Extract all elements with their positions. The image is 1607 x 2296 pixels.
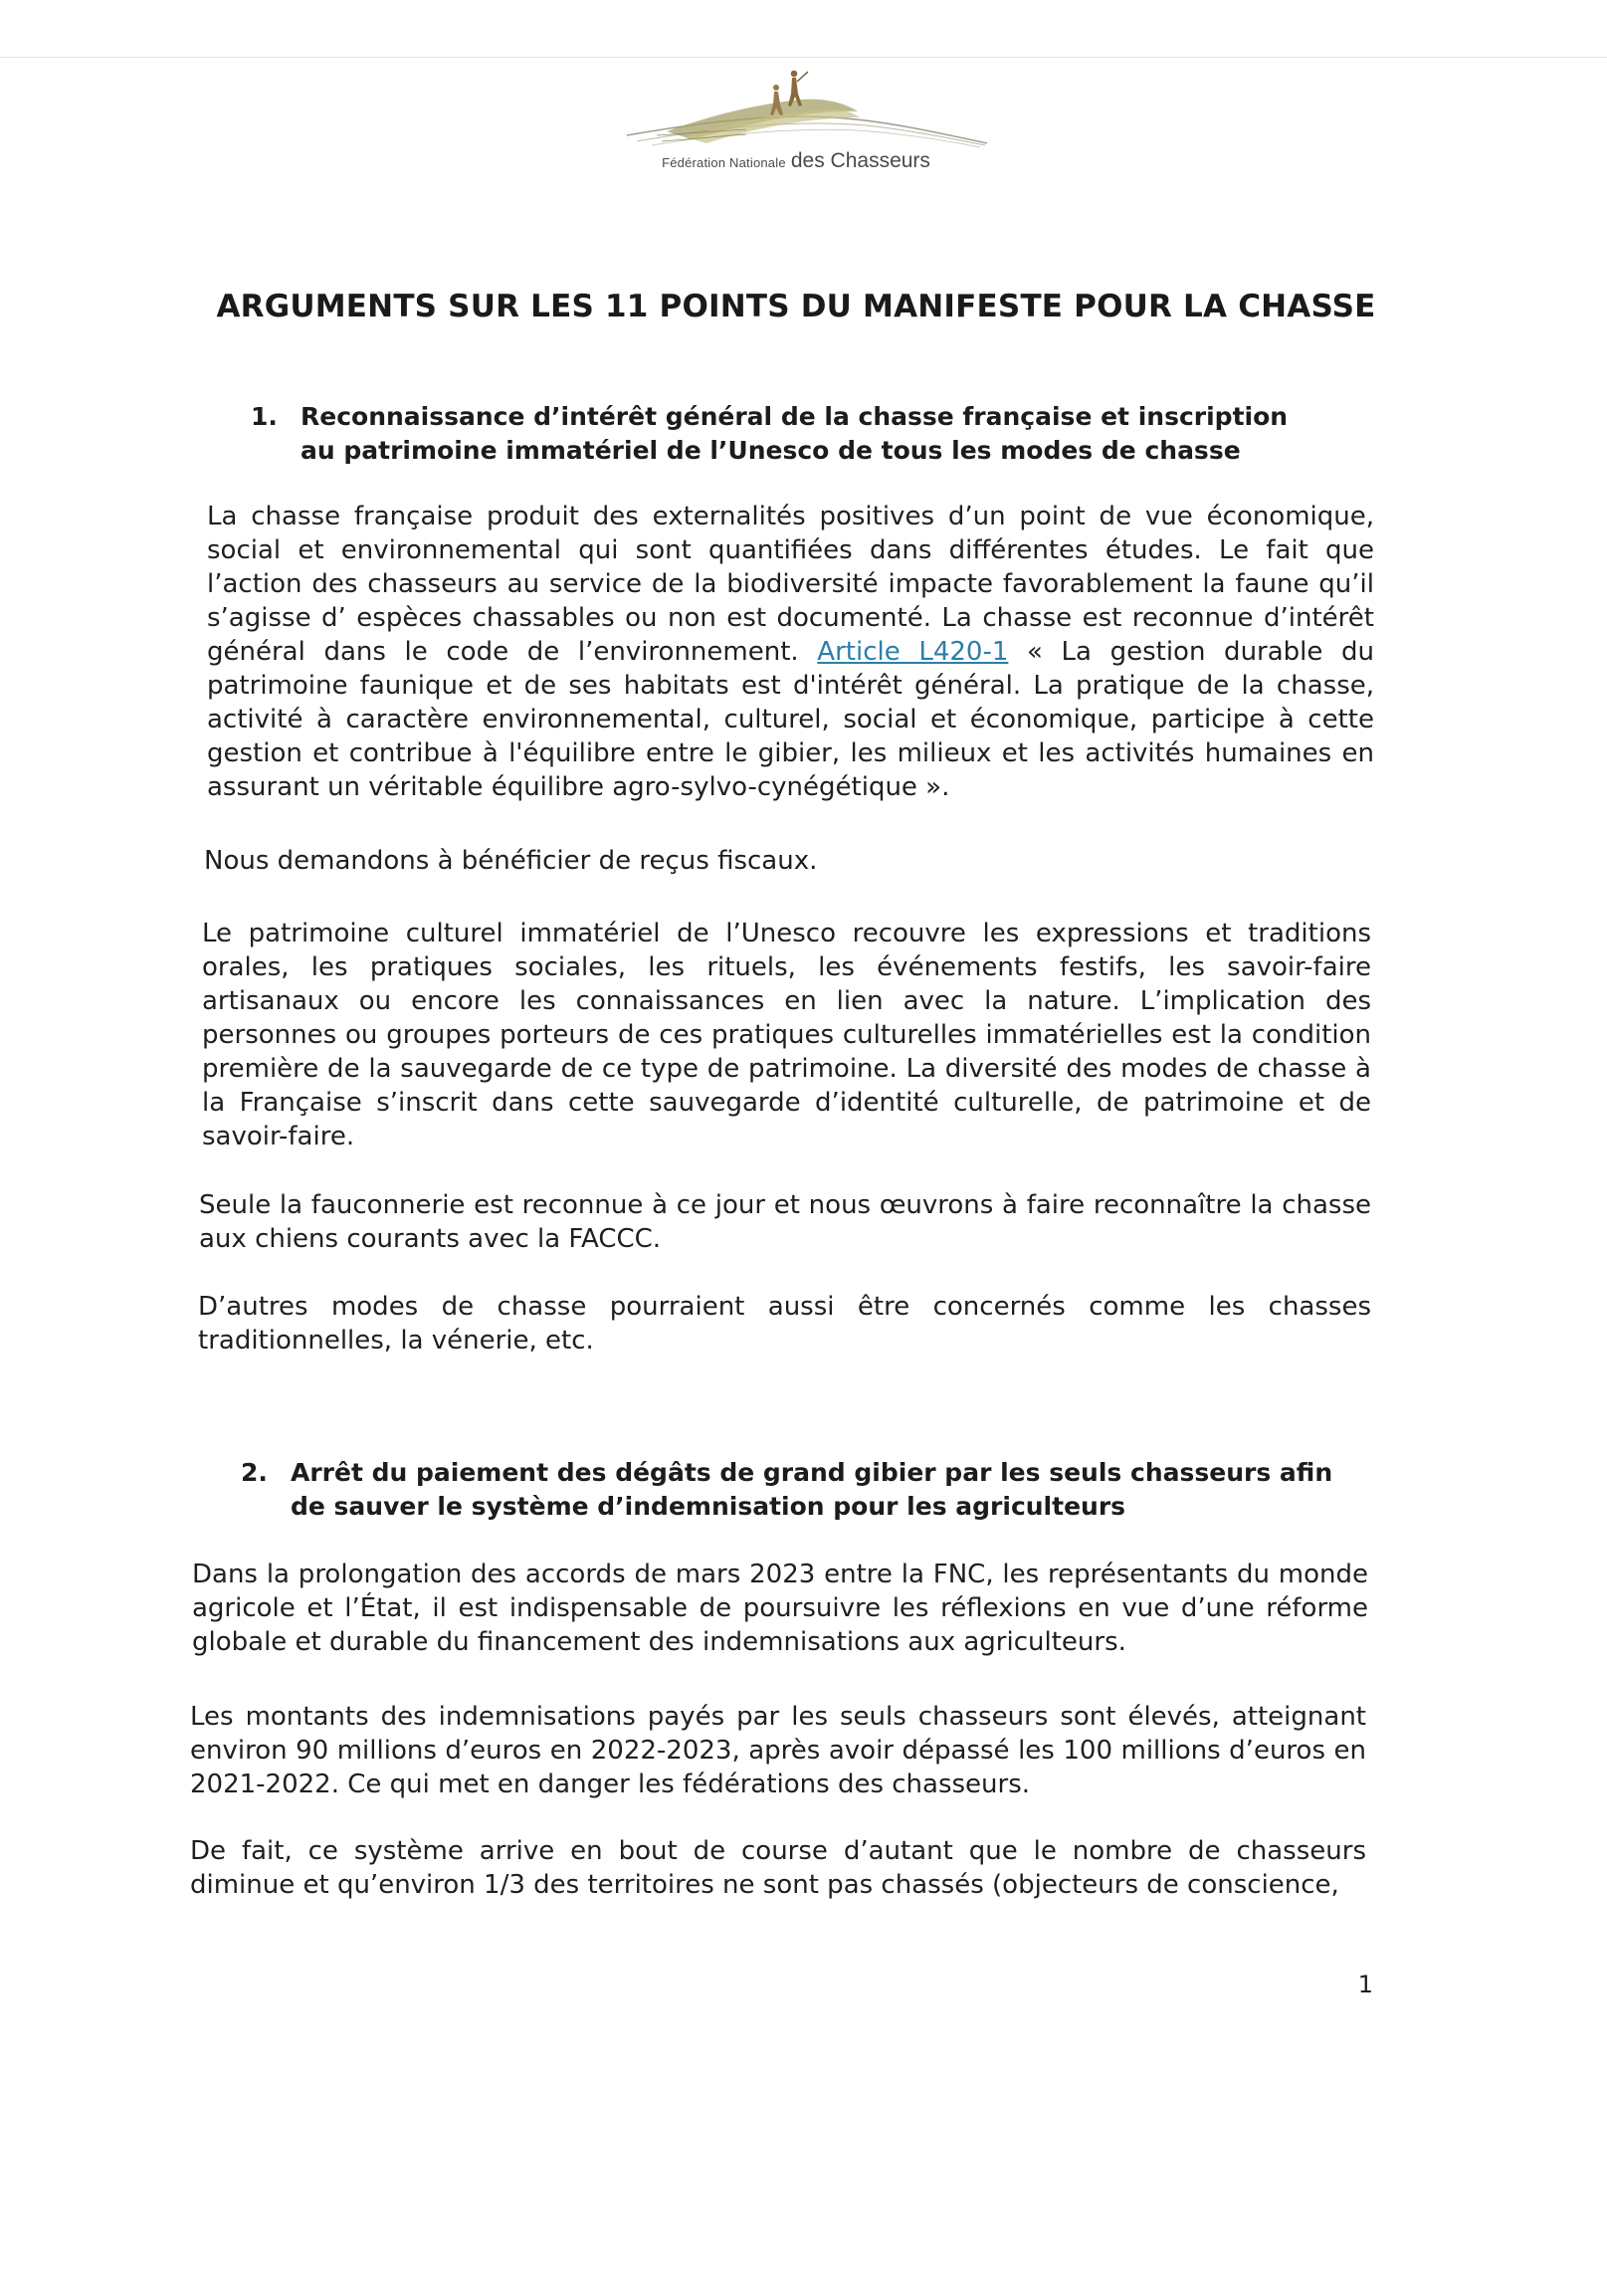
section-2-number: 2. bbox=[241, 1458, 268, 1487]
section-2-paragraph-2: Les montants des indemnisations payés par les seuls chasseurs sont élevés, atteignant environ 90 millions d’euros en 2022-2023, après avoir dépassé les 100 millions d’euros en 2021-2022. Ce qui met en danger les fédérations des chasseurs. bbox=[190, 1702, 1366, 1799]
section-1-paragraph-4: Seule la fauconnerie est reconnue à ce jour et nous œuvrons à faire reconnaître la chasse aux chiens courants avec la FACCC. bbox=[199, 1190, 1371, 1254]
page-number: 1 bbox=[1357, 1971, 1373, 1998]
section-1-paragraph-5: D’autres modes de chasse pourraient aussi être concernés comme les chasses traditionnelles, la vénerie, etc. bbox=[198, 1292, 1371, 1356]
section-2-heading bbox=[241, 1456, 1345, 1524]
section-2-paragraph-1: Dans la prolongation des accords de mars 2023 entre la FNC, les représentants du monde agricole et l’État, il est indispensable de poursuivre les réflexions en vue d’une réforme globale et durable du financement des indemnisations aux agriculteurs. bbox=[192, 1560, 1368, 1657]
section-1-number: 1. bbox=[251, 402, 278, 431]
logo-text-chasseurs: des Chasseurs bbox=[790, 149, 930, 172]
article-l420-1-link[interactable]: Article L420-1 bbox=[817, 637, 1009, 667]
document-title: ARGUMENTS SUR LES 11 POINTS DU MANIFESTE POUR LA CHASSE bbox=[216, 289, 1376, 324]
logo-text bbox=[597, 149, 995, 173]
paragraph-text: La chasse française produit des externalités positives d’un point de vue économique, social et environnemental qui sont quantifiées dans différentes études. Le fait que l’action des chasseurs au service de la biodiversité impacte favorablement la faune qu’il s’agisse d’ espèces chassables ou non est documenté. La chasse est reconnue d’intérêt général dans le code de l’environnement. bbox=[207, 502, 1374, 667]
section-1-title: Reconnaissance d’intérêt général de la chasse française et inscription au patrimoine immatériel de l’Unesco de tous les modes de chasse bbox=[301, 402, 1289, 465]
section-1-paragraph-2: Nous demandons à bénéficier de reçus fiscaux. bbox=[204, 846, 818, 876]
section-1-paragraph-1 bbox=[207, 500, 1374, 804]
logo-text-federation: Fédération Nationale bbox=[662, 155, 786, 170]
paragraph-text: « La gestion durable du patrimoine faunique et de ses habitats est d'intérêt général. La pratique de la chasse, activité à caractère environnemental, culturel, social et économique, participe à cette gestion et contribue à l'équilibre entre le gibier, les milieux et les activités humaines en assurant un véritable équilibre agro-sylvo-cynégétique ». bbox=[207, 637, 1374, 802]
section-2-paragraph-3: De fait, ce système arrive en bout de course d’autant que le nombre de chasseurs diminue et qu’environ 1/3 des territoires ne sont pas chassés (objecteurs de conscience, bbox=[190, 1836, 1366, 1900]
section-2-title: Arrêt du paiement des dégâts de grand gibier par les seuls chasseurs afin de sauver le système d’indemnisation pour les agriculteurs bbox=[291, 1458, 1333, 1521]
section-1-paragraph-3: Le patrimoine culturel immatériel de l’Unesco recouvre les expressions et traditions orales, les pratiques sociales, les rituels, les événements festifs, les savoir-faire artisanaux ou encore les connaissances en lien avec la nature. L’implication des personnes ou groupes porteurs de ces pratiques culturelles immatérielles est la condition première de la sauvegarde de ce type de patrimoine. La diversité des modes de chasse à la Française s’inscrit dans cette sauvegarde d’identité culturelle, de patrimoine et de savoir-faire. bbox=[202, 919, 1371, 1151]
section-1-heading bbox=[251, 400, 1325, 468]
hunters-landscape-icon bbox=[597, 52, 995, 151]
fnc-logo bbox=[597, 52, 995, 181]
